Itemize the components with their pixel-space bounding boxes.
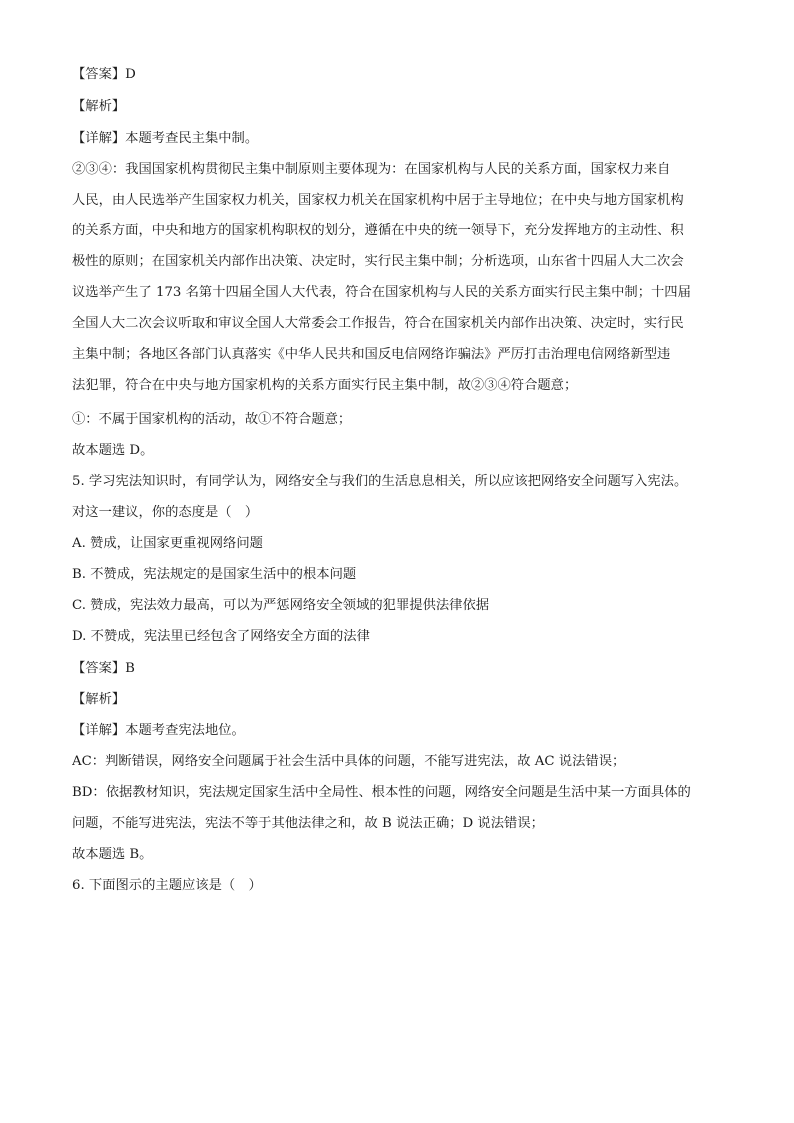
q5-option-d: D. 不赞成，宪法里已经包含了网络安全方面的法律 [72, 629, 370, 644]
q5-explanation-line-1: AC：判断错误，网络安全问题属于社会生活中具体的问题，不能写进宪法，故 AC 说法错误； [72, 754, 626, 769]
q5-stem-line-2: 对这一建议，你的态度是（ ） [72, 505, 259, 520]
q5-option-c: C. 赞成，宪法效力最高，可以为严惩网络安全领域的犯罪提供法律依据 [72, 598, 490, 613]
q4-explanation-line-8: 法犯罪，符合在中央与地方国家机构的关系方面实行民主集中制，故②③④符合题意； [72, 378, 578, 393]
q6-stem: 6. 下面图示的主题应该是（ ） [72, 878, 262, 893]
q5-analysis-label: 【解析】 [72, 692, 126, 707]
q5-answer: 【答案】B [72, 661, 135, 676]
q4-answer: 【答案】D [72, 67, 136, 82]
q5-detail: 【详解】本题考查宪法地位。 [72, 723, 245, 738]
q4-explanation-line-6: 全国人大二次会议听取和审议全国人大常委会工作报告，符合在国家机关内部作出决策、决定时，实行民 [72, 316, 684, 331]
q4-explanation-line-3: 的关系方面，中央和地方的国家机构职权的划分，遵循在中央的统一领导下，充分发挥地方的主动性、积 [72, 223, 684, 238]
q4-explanation-line-2: 人民，由人民选举产生国家权力机关，国家权力机关在国家机构中居于主导地位；在中央与地方国家机构 [72, 193, 684, 208]
q4-explanation-line-7: 主集中制；各地区各部门认真落实《中华人民共和国反电信网络诈骗法》严厉打击治理电信网络新型违 [72, 347, 671, 362]
q4-explanation-line-4: 极性的原则；在国家机关内部作出决策、决定时，实行民主集中制；分析选项，山东省十四届人大二次会 [72, 254, 684, 269]
q4-explanation-line-5: 议选举产生了 173 名第十四届全国人大代表，符合在国家机构与人民的关系方面实行民主集中制；十四届 [72, 285, 691, 300]
q4-explanation-line-1: ②③④：我国国家机构贯彻民主集中制原则主要体现为：在国家机构与人民的关系方面，国家权力来自 [72, 162, 671, 177]
q5-stem-line-1: 5. 学习宪法知识时，有同学认为，网络安全与我们的生活息息相关，所以应该把网络安全问题写入宪法。 [72, 474, 688, 489]
q4-explanation-line-9: ①：不属于国家机构的活动，故①不符合题意； [72, 412, 352, 427]
q5-option-a: A. 赞成，让国家更重视网络问题 [72, 536, 263, 551]
q5-explanation-line-2: BD：依据教材知识，宪法规定国家生活中全局性、根本性的问题，网络安全问题是生活中某一方面具体的 [72, 785, 691, 800]
q4-conclusion: 故本题选 D。 [72, 443, 154, 458]
q5-conclusion: 故本题选 B。 [72, 847, 153, 862]
q4-analysis-label: 【解析】 [72, 99, 126, 114]
q5-explanation-line-3: 问题，不能写进宪法，宪法不等于其他法律之和，故 B 说法正确；D 说法错误； [72, 816, 544, 831]
q5-option-b: B. 不赞成，宪法规定的是国家生活中的根本问题 [72, 567, 357, 582]
q4-detail: 【详解】本题考查民主集中制。 [72, 131, 259, 146]
